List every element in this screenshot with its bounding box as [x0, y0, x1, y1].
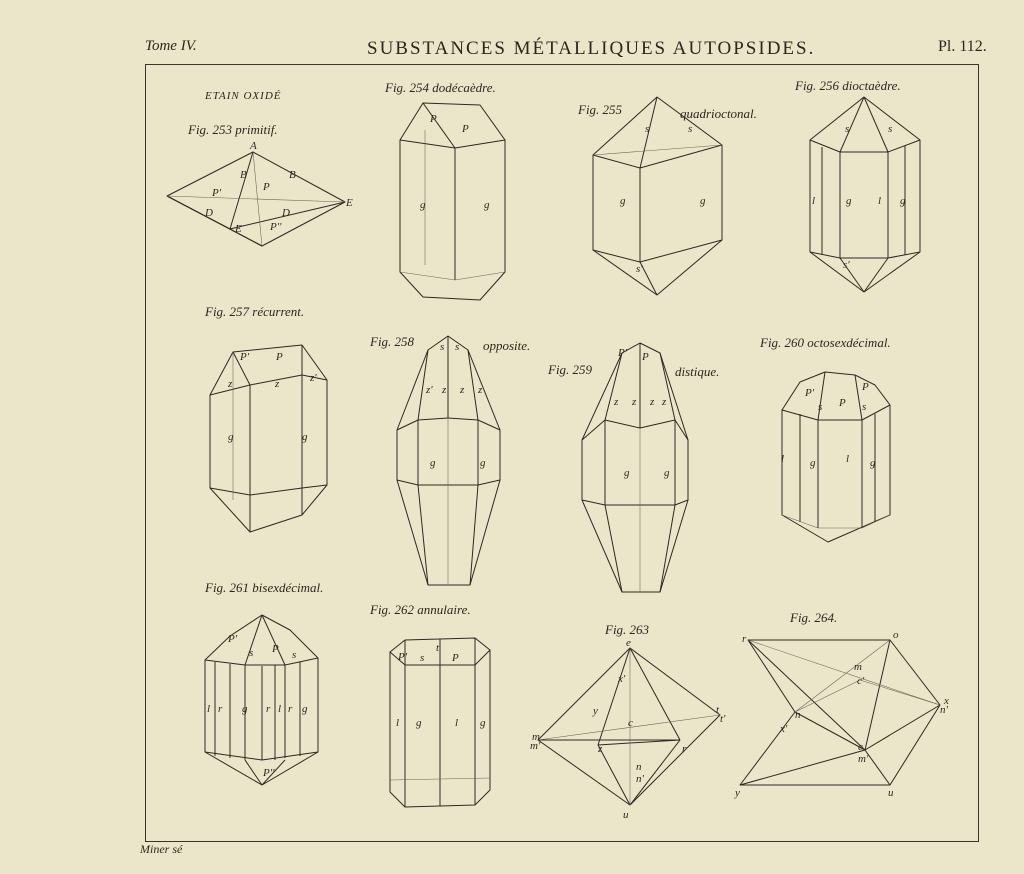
svg-text:g: g — [302, 431, 308, 443]
svg-text:P: P — [839, 397, 846, 409]
figure-258-name: opposite. — [483, 338, 531, 353]
svg-text:r: r — [288, 703, 293, 715]
svg-text:g: g — [870, 457, 876, 469]
crystal-figure-262 — [390, 638, 490, 807]
svg-text:s: s — [845, 123, 850, 135]
figure-259-name: distique. — [675, 364, 720, 379]
svg-text:g: g — [416, 717, 422, 729]
svg-text:B: B — [289, 169, 296, 181]
crystal-figure-257 — [210, 345, 327, 532]
section-label: ETAIN OXIDÉ — [205, 90, 282, 102]
plate-title: SUBSTANCES MÉTALLIQUES AUTOPSIDES. — [367, 38, 816, 59]
figure-255-name: quadrioctonal. — [680, 106, 757, 121]
svg-text:z: z — [460, 384, 465, 396]
svg-text:y: y — [593, 705, 598, 717]
svg-text:z: z — [650, 396, 655, 408]
svg-text:B: B — [240, 169, 247, 181]
svg-text:r: r — [742, 633, 747, 645]
tome-label: Tome IV. — [145, 38, 197, 54]
figure-254-caption: Fig. 254 dodécaèdre. — [385, 80, 496, 95]
figure-255-caption: Fig. 255 — [578, 102, 623, 117]
svg-text:z: z — [598, 743, 603, 755]
svg-text:g: g — [810, 457, 816, 469]
svg-text:s: s — [249, 647, 254, 659]
svg-text:r: r — [682, 743, 687, 755]
svg-text:z': z' — [310, 372, 317, 384]
svg-text:t: t — [436, 642, 440, 654]
svg-text:c: c — [628, 717, 633, 729]
svg-text:g: g — [846, 195, 852, 207]
crystal-figure-255 — [593, 97, 722, 295]
svg-text:x: x — [944, 695, 949, 707]
figure-256-caption: Fig. 256 dioctaèdre. — [795, 78, 901, 93]
svg-text:P: P — [276, 351, 283, 363]
svg-text:t': t' — [720, 713, 726, 725]
svg-text:l: l — [781, 453, 785, 465]
figure-264-caption: Fig. 264. — [790, 610, 838, 625]
svg-text:m: m — [854, 661, 862, 673]
figure-253-caption: Fig. 253 primitif. — [188, 122, 278, 137]
svg-text:P: P — [263, 181, 270, 193]
svg-text:x': x' — [780, 723, 788, 735]
svg-text:P': P' — [398, 651, 408, 663]
svg-text:l: l — [396, 717, 400, 729]
svg-text:s: s — [292, 649, 297, 661]
crystal-figure-254 — [400, 103, 505, 300]
svg-text:P'': P'' — [270, 221, 282, 233]
svg-text:E: E — [235, 223, 242, 235]
svg-text:l: l — [278, 703, 282, 715]
svg-text:P: P — [452, 652, 459, 664]
svg-text:E: E — [346, 197, 353, 209]
svg-text:z: z — [614, 396, 619, 408]
svg-text:P': P' — [805, 387, 815, 399]
svg-text:g: g — [664, 467, 670, 479]
svg-text:n: n — [636, 761, 642, 773]
svg-text:g: g — [620, 195, 626, 207]
svg-text:l: l — [812, 195, 816, 207]
figure-258-caption: Fig. 258 — [370, 334, 415, 349]
crystal-figure-264 — [734, 629, 949, 799]
crystal-figure-253 — [167, 140, 353, 246]
svg-text:s': s' — [843, 259, 850, 271]
svg-text:P': P' — [240, 351, 250, 363]
svg-text:r: r — [218, 703, 223, 715]
svg-text:g: g — [484, 199, 490, 211]
svg-text:g: g — [430, 457, 436, 469]
figure-261-caption: Fig. 261 bisexdécimal. — [205, 580, 324, 595]
svg-text:P: P — [272, 643, 279, 655]
svg-text:P': P' — [228, 633, 238, 645]
crystal-figure-258 — [397, 336, 500, 585]
crystal-figure-256 — [810, 97, 920, 292]
svg-text:P: P — [642, 351, 649, 363]
figure-259-caption: Fig. 259 — [548, 362, 593, 377]
svg-text:z: z — [275, 378, 280, 390]
svg-text:t: t — [716, 704, 720, 716]
svg-text:P'': P'' — [263, 767, 275, 779]
svg-text:s: s — [862, 401, 867, 413]
svg-text:P': P' — [618, 347, 628, 359]
svg-text:s: s — [440, 341, 445, 353]
svg-text:z: z — [632, 396, 637, 408]
svg-text:g: g — [242, 703, 248, 715]
svg-text:n': n' — [940, 704, 948, 716]
svg-text:z': z' — [426, 384, 433, 396]
svg-text:n': n' — [636, 773, 644, 785]
figure-257-caption: Fig. 257 récurrent. — [205, 304, 305, 319]
engraver-signature: Miner sé — [140, 842, 183, 856]
svg-text:s': s' — [636, 263, 643, 275]
svg-text:s: s — [420, 652, 425, 664]
svg-text:P: P — [430, 113, 437, 125]
svg-text:l: l — [207, 703, 211, 715]
svg-text:z: z — [442, 384, 447, 396]
plate-number: Pl. 112. — [938, 38, 987, 55]
svg-text:z: z — [228, 378, 233, 390]
svg-text:s: s — [688, 123, 693, 135]
svg-text:o: o — [893, 629, 899, 641]
svg-text:P: P — [462, 123, 469, 135]
svg-text:u: u — [623, 809, 629, 821]
svg-text:c: c — [858, 741, 863, 753]
svg-text:c': c' — [857, 675, 865, 687]
svg-text:m': m' — [530, 740, 541, 752]
figure-262-caption: Fig. 262 annulaire. — [370, 602, 471, 617]
svg-text:s: s — [888, 123, 893, 135]
svg-text:z: z — [662, 396, 667, 408]
figure-260-caption: Fig. 260 octosexdécimal. — [760, 335, 891, 350]
svg-text:P: P — [862, 381, 869, 393]
svg-text:l: l — [455, 717, 459, 729]
svg-text:x': x' — [618, 673, 626, 685]
svg-text:D: D — [205, 207, 213, 219]
crystal-figure-260 — [781, 372, 890, 542]
svg-text:l: l — [846, 453, 850, 465]
svg-text:s: s — [645, 123, 650, 135]
svg-text:e: e — [626, 637, 631, 649]
svg-text:g: g — [420, 199, 426, 211]
svg-text:g: g — [302, 703, 308, 715]
svg-text:s: s — [818, 401, 823, 413]
svg-text:n: n — [795, 709, 801, 721]
svg-text:g: g — [480, 717, 486, 729]
svg-text:m': m' — [858, 753, 869, 765]
svg-text:g: g — [228, 431, 234, 443]
svg-text:z: z — [478, 384, 483, 396]
svg-text:D: D — [282, 207, 290, 219]
crystal-figure-263 — [530, 637, 726, 821]
svg-text:g: g — [900, 195, 906, 207]
crystal-figure-259 — [582, 343, 688, 592]
svg-text:g: g — [624, 467, 630, 479]
crystal-figure-261 — [205, 615, 318, 785]
svg-text:P': P' — [212, 187, 222, 199]
svg-text:A: A — [250, 140, 257, 152]
figure-263-caption: Fig. 263 — [605, 622, 650, 637]
svg-text:r: r — [266, 703, 271, 715]
svg-text:m: m — [532, 731, 540, 743]
svg-text:g: g — [480, 457, 486, 469]
svg-text:y: y — [735, 787, 740, 799]
svg-text:s: s — [455, 341, 460, 353]
svg-text:u: u — [888, 787, 894, 799]
svg-text:l: l — [878, 195, 882, 207]
svg-text:g: g — [700, 195, 706, 207]
